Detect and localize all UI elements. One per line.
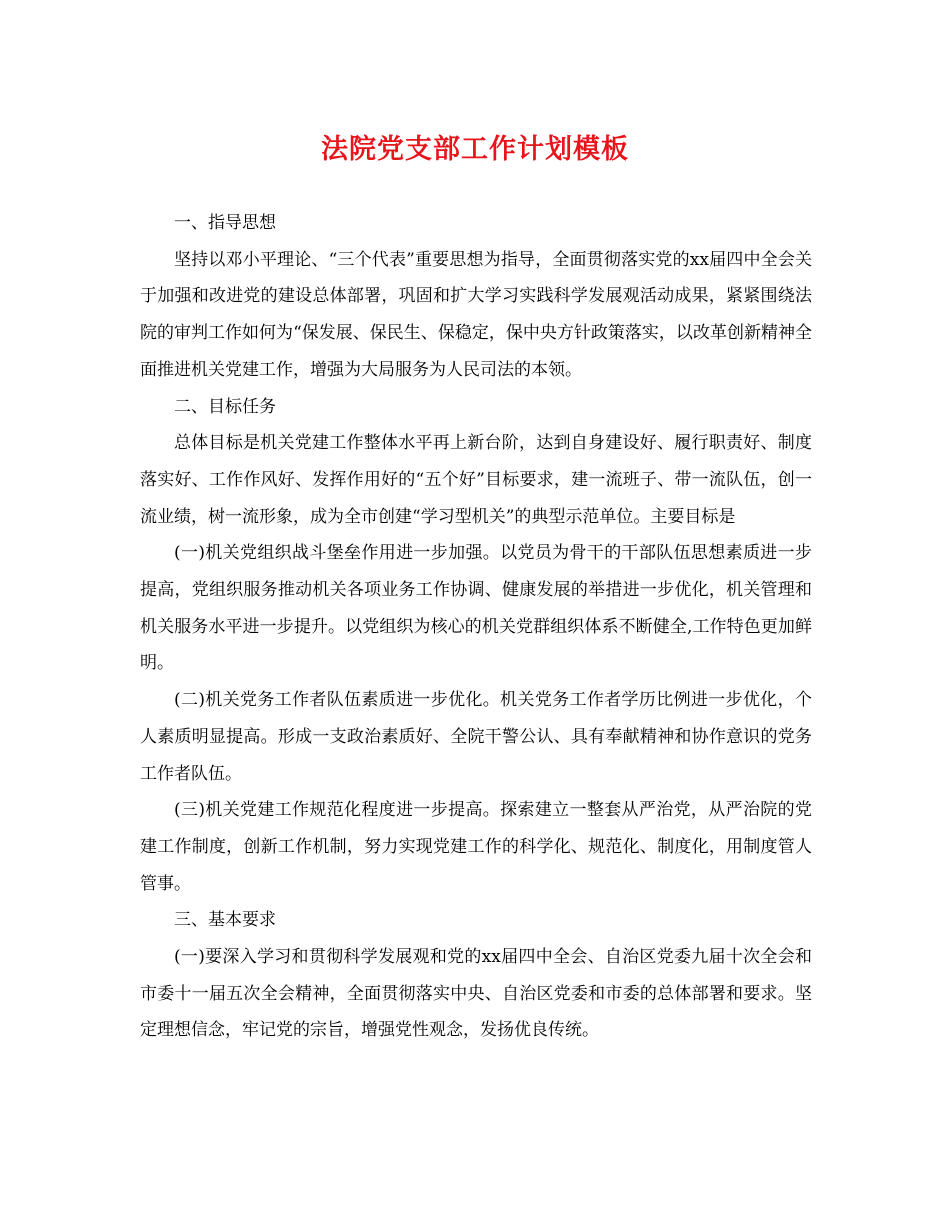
- document-body: [140, 205, 812, 1049]
- paragraph-goal-3: (三)机关党建工作规范化程度进一步提高。探索建立一整套从严治党，从严治院的党建工作制度，创新工作机制，努力实现党建工作的科学化、规范化、制度化，用制度管人管事。: [140, 800, 812, 894]
- section-heading-guiding-ideology: 一、指导思想: [174, 213, 276, 233]
- section-heading-basic-requirements: 三、基本要求: [174, 910, 276, 931]
- paragraph-overall-goal: 总体目标是机关党建工作整体水平再上新台阶，达到自身建设好、履行职责好、制度落实好、工作作风好、发挥作用好的“五个好”目标要求，建一流班子、带一流队伍，创一流业绩，树一流形象，成为全市创建“学习型机关”的典型示范单位。主要目标是: [140, 433, 812, 527]
- paragraph-goal-1: (一)机关党组织战斗堡垒作用进一步加强。以党员为骨干的干部队伍思想素质进一步提高，党组织服务推动机关各项业务工作协调、健康发展的举措进一步优化，机关管理和机关服务水平进一步提升。以党组织为核心的机关党群组织体系不断健全,工作特色更加鲜明。: [140, 543, 812, 674]
- paragraph-guiding-ideology: 坚持以邓小平理论、“三个代表”重要思想为指导，全面贯彻落实党的xx届四中全会关于加强和改进党的建设总体部署，巩固和扩大学习实践科学发展观活动成果，紧紧围绕法院的审判工作如何为“保发展、保民生、保稳定，保中央方针政策落实，以改革创新精神全面推进机关党建工作，增强为大局服务为人民司法的本领。: [140, 249, 812, 380]
- paragraph-goal-2: (二)机关党务工作者队伍素质进一步优化。机关党务工作者学历比例进一步优化，个人素质明显提高。形成一支政治素质好、全院干警公认、具有奉献精神和协作意识的党务工作者队伍。: [140, 690, 812, 784]
- section-heading-goals: 二、目标任务: [174, 396, 276, 417]
- document-title: 法院党支部工作计划模板: [321, 134, 629, 165]
- paragraph-requirement-1: (一)要深入学习和贯彻科学发展观和党的xx届四中全会、自治区党委九届十次全会和市委十一届五次全会精神，全面贯彻落实中央、自治区党委和市委的总体部署和要求。坚定理想信念，牢记党的宗旨，增强党性观念，发扬优良传统。: [140, 947, 812, 1041]
